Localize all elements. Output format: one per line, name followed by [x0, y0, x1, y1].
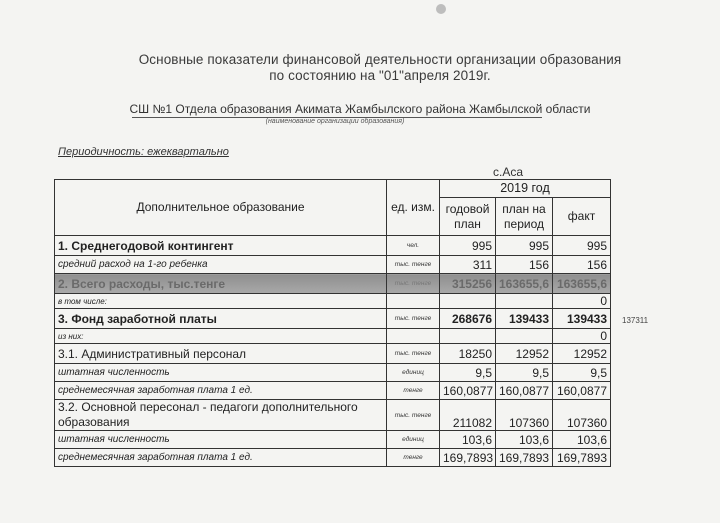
row-annual-plan: 995 — [440, 236, 496, 256]
row-period-plan: 156 — [496, 256, 553, 274]
row-annual-plan: 315256 — [440, 274, 496, 294]
table-row — [55, 309, 611, 329]
row-label: 1. Среднегодовой контингент — [55, 236, 387, 256]
row-period-plan: 9,5 — [496, 364, 553, 382]
row-period-plan: 12952 — [496, 344, 553, 364]
row-fact: 103,6 — [553, 431, 611, 449]
row-fact: 160,0877 — [553, 382, 611, 400]
place-label: с.Аса — [493, 165, 524, 179]
row-annual-plan: 103,6 — [440, 431, 496, 449]
row-unit: тыс. тенге — [387, 400, 440, 431]
row-unit: единиц — [387, 431, 440, 449]
row-fact: 995 — [553, 236, 611, 256]
row-label: штатная численность — [55, 431, 387, 449]
table-row — [55, 400, 611, 431]
row-fact: 0 — [553, 329, 611, 344]
header-fact: факт — [553, 198, 611, 236]
row-label: штатная численность — [55, 364, 387, 382]
row-label: среднемесячная заработная плата 1 ед. — [55, 449, 387, 467]
row-annual-plan: 9,5 — [440, 364, 496, 382]
row-fact: 0 — [553, 294, 611, 309]
row-label: в том числе: — [55, 294, 387, 309]
row-period-plan: 107360 — [496, 400, 553, 431]
row-period-plan: 995 — [496, 236, 553, 256]
row-period-plan — [496, 294, 553, 309]
header-annual-plan: годовой план — [440, 198, 496, 236]
row-unit: тыс. тенге — [387, 344, 440, 364]
row-unit — [387, 329, 440, 344]
table-row — [55, 364, 611, 382]
table-row — [55, 256, 611, 274]
punch-hole — [436, 4, 446, 14]
table-row — [55, 294, 611, 309]
row-fact: 139433 — [553, 309, 611, 329]
row-period-plan — [496, 329, 553, 344]
row-period-plan: 163655,6 — [496, 274, 553, 294]
header-period-plan: план на период — [496, 198, 553, 236]
row-fact: 169,7893 — [553, 449, 611, 467]
row-label: 3. Фонд заработной платы — [55, 309, 387, 329]
table-row — [55, 382, 611, 400]
indicators-table — [54, 179, 611, 467]
doc-title-line1: Основные показатели финансовой деятельности организации образования — [138, 52, 622, 67]
table-row — [55, 449, 611, 467]
header-indicator: Дополнительное образование — [55, 180, 387, 236]
row-fact: 12952 — [553, 344, 611, 364]
row-period-plan: 139433 — [496, 309, 553, 329]
row-unit: тыс. тенге — [387, 309, 440, 329]
organization-caption: (наименование организации образования) — [265, 118, 405, 125]
table-row — [55, 236, 611, 256]
table-row — [55, 431, 611, 449]
row-label: средний расход на 1-го ребенка — [55, 256, 387, 274]
organization-name: СШ №1 Отдела образования Акимата Жамбылского района Жамбылской области — [129, 102, 591, 116]
row-label: из них: — [55, 329, 387, 344]
row-unit: единиц — [387, 364, 440, 382]
row-label: 3.1. Административный персонал — [55, 344, 387, 364]
table-row-shaded — [55, 274, 611, 294]
row-period-plan: 103,6 — [496, 431, 553, 449]
row-annual-plan: 169,7893 — [440, 449, 496, 467]
row-fact: 163655,6 — [553, 274, 611, 294]
row-fact: 107360 — [553, 400, 611, 431]
row-label: 2. Всего расходы, тыс.тенге — [55, 274, 387, 294]
row-label: среднемесячная заработная плата 1 ед. — [55, 382, 387, 400]
row-label: 3.2. Основной пересонал - педагоги дополнительного образования — [55, 400, 387, 431]
row-annual-plan: 268676 — [440, 309, 496, 329]
row-period-plan: 169,7893 — [496, 449, 553, 467]
row-annual-plan: 160,0877 — [440, 382, 496, 400]
row-fact: 156 — [553, 256, 611, 274]
row-fact: 9,5 — [553, 364, 611, 382]
row-annual-plan: 211082 — [440, 400, 496, 431]
margin-note: 137311 — [622, 316, 649, 325]
row-unit: тенге — [387, 449, 440, 467]
row-period-plan: 160,0877 — [496, 382, 553, 400]
row-unit — [387, 294, 440, 309]
table-row — [55, 329, 611, 344]
row-unit: тыс. тенге — [387, 256, 440, 274]
header-year: 2019 год — [440, 180, 611, 198]
row-unit: чел. — [387, 236, 440, 256]
row-annual-plan: 311 — [440, 256, 496, 274]
row-unit: тенге — [387, 382, 440, 400]
row-annual-plan — [440, 294, 496, 309]
table-row — [55, 344, 611, 364]
periodicity-label: Периодичность: ежеквартально — [58, 146, 229, 158]
row-annual-plan: 18250 — [440, 344, 496, 364]
row-unit: тыс. тенге — [387, 274, 440, 294]
doc-title-line2: по состоянию на "01"апреля 2019г. — [269, 68, 491, 83]
row-annual-plan — [440, 329, 496, 344]
header-unit: ед. изм. — [387, 180, 440, 236]
